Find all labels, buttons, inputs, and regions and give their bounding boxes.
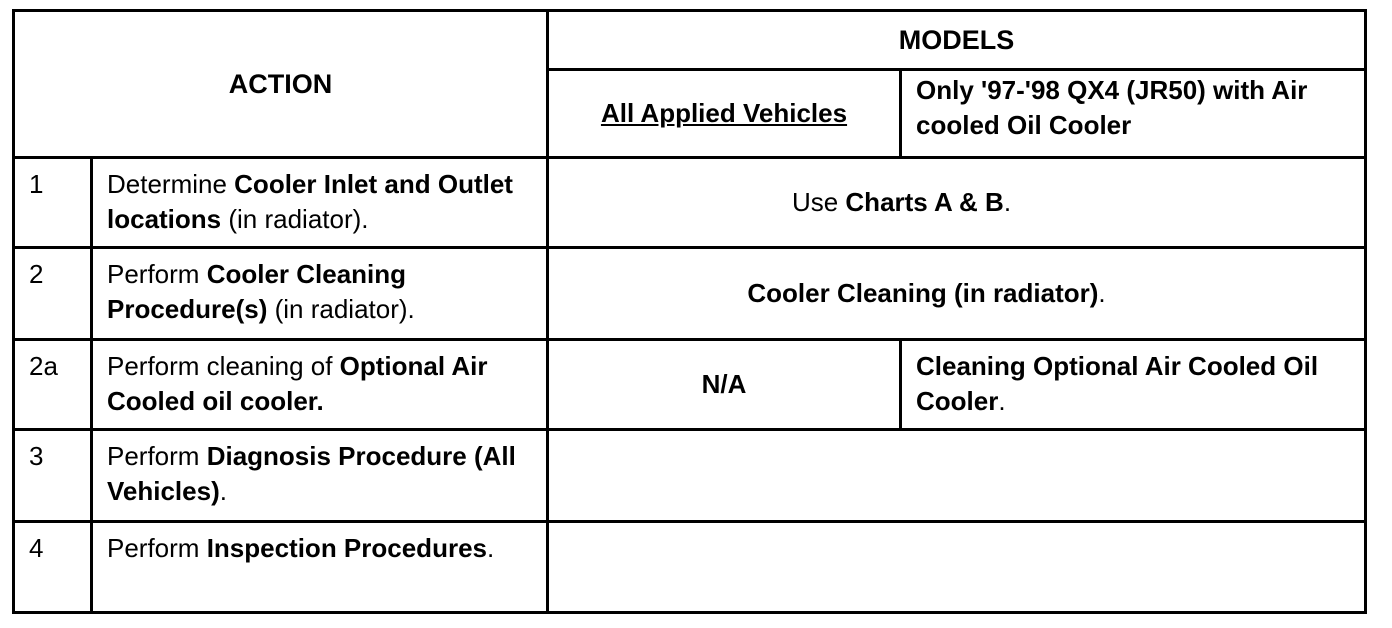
models-emphasis: Charts A & B — [845, 186, 1004, 217]
action-text: Perform cleaning of — [107, 351, 340, 381]
action-emphasis: Inspection Procedures — [206, 533, 487, 563]
action-suffix: (in radiator). — [267, 294, 415, 325]
table-row — [14, 340, 1366, 430]
all-applied-value: N/A — [548, 340, 901, 430]
models-text: Use — [791, 186, 846, 217]
action-header: ACTION — [14, 11, 548, 158]
action-emphasis: Cooler Cleaning Procedure(s) — [107, 259, 407, 325]
qx4-value-text: Cleaning Optional Air Cooled Oil Cooler — [916, 351, 1319, 417]
qx4-header: Only '97-'98 QX4 (JR50) with Air cooled Oil Cooler — [901, 70, 1366, 158]
step-action — [92, 430, 548, 522]
step-models-empty — [548, 522, 1366, 613]
table-row — [14, 248, 1366, 340]
action-emphasis: Cooler Inlet and Outlet locations — [107, 169, 513, 235]
step-action — [92, 522, 548, 613]
step-action — [92, 340, 548, 430]
action-suffix: . — [487, 533, 495, 563]
action-text: Perform — [107, 533, 207, 563]
action-text: Perform — [107, 259, 207, 289]
table-row — [14, 430, 1366, 522]
step-models — [548, 158, 1366, 248]
step-models-empty — [548, 430, 1366, 522]
action-emphasis: Diagnosis Procedure (All Vehicles) — [107, 441, 516, 507]
action-text: Determine — [107, 169, 235, 199]
action-text: Perform — [107, 441, 207, 471]
procedure-table — [12, 9, 1367, 614]
table-row — [14, 158, 1366, 248]
action-suffix: (in radiator). — [221, 204, 369, 235]
qx4-value-suffix: . — [998, 386, 1006, 417]
step-number: 1 — [14, 158, 92, 248]
step-number: 4 — [14, 522, 92, 613]
step-number: 3 — [14, 430, 92, 522]
step-action — [92, 248, 548, 340]
models-suffix: . — [1003, 186, 1012, 217]
header-row-models — [14, 11, 1366, 70]
step-number: 2 — [14, 248, 92, 340]
step-models — [548, 248, 1366, 340]
step-action — [92, 158, 548, 248]
action-suffix: . — [219, 476, 227, 507]
qx4-value — [901, 340, 1366, 430]
action-emphasis: Optional Air Cooled oil cooler. — [107, 351, 488, 417]
all-applied-vehicles-label: All Applied Vehicles — [600, 97, 848, 128]
models-emphasis: Cooler Cleaning (in radiator) — [747, 277, 1099, 308]
models-suffix: . — [1098, 277, 1106, 308]
models-header: MODELS — [548, 11, 1366, 70]
all-applied-vehicles-header — [548, 70, 901, 158]
step-number: 2a — [14, 340, 92, 430]
table-row — [14, 522, 1366, 613]
